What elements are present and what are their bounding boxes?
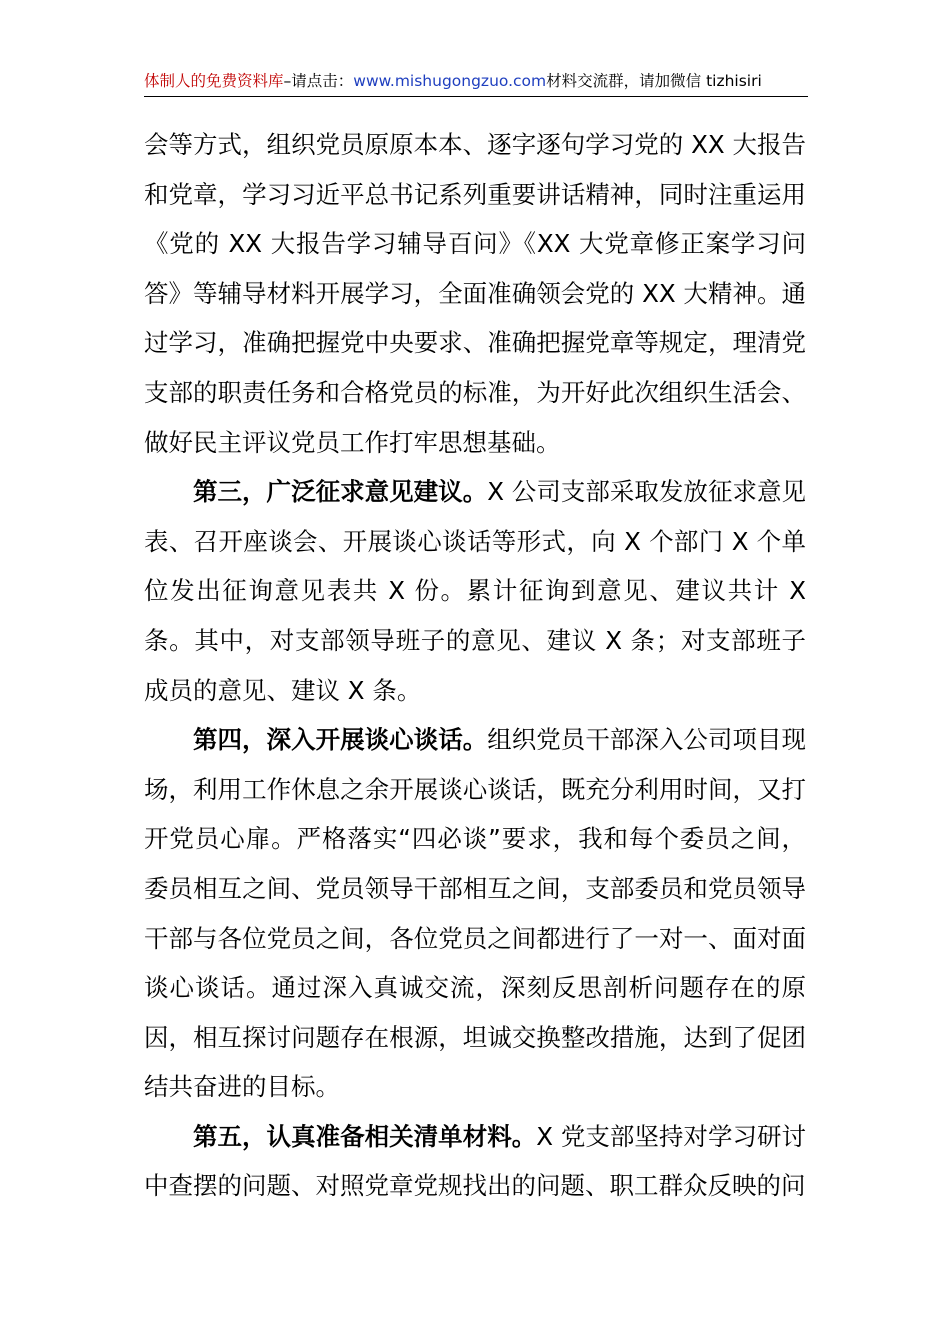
paragraph-3-lead: 第四，深入开展谈心谈话。 <box>193 725 488 755</box>
paragraph-4-lead: 第五，认真准备相关清单材料。 <box>193 1121 537 1151</box>
paragraph-3 <box>144 715 806 1112</box>
page-header <box>144 68 808 94</box>
header-prompt: –请点击： <box>283 72 354 90</box>
paragraph-2-lead: 第三，广泛征求意见建议。 <box>193 477 488 507</box>
paragraph-2 <box>144 467 806 715</box>
paragraph-1-text: 会等方式，组织党员原原本本、逐字逐句学习党的 XX 大报告和党章，学习习近平总书记系列重要讲话精神，同时注重运用《党的 XX 大报告学习辅导百问》《XX 大党章修正案学习问答》等辅导材料开展学习，全面准确领会党的 XX 大精神。通过学习，准确把握党中央要求、准确把握党章等规定，理清党支部的职责任务和合格党员的标准，为开好此次组织生活会、做好民主评议党员工作打牢思想基础。 <box>144 130 806 457</box>
paragraph-1 <box>144 120 806 467</box>
document-body <box>144 120 806 1211</box>
paragraph-4-text: X 党支部坚持对学习研讨中查摆的问题、对照党章党规找出的问题、职工群众反映的问 <box>144 1121 806 1201</box>
paragraph-3-text: 组织党员干部深入公司项目现场，利用工作休息之余开展谈心谈话，既充分利用时间，又打开党员心扉。严格落实“四必谈”要求，我和每个委员之间，委员相互之间、党员领导干部相互之间，支部委员和党员领导干部与各位党员之间，各位党员之间都进行了一对一、面对面谈心谈话。通过深入真诚交流，深刻反思剖析问题存在的原因，相互探讨问题存在根源，坦诚交换整改措施，达到了促团结共奋进的目标。 <box>144 725 806 1102</box>
paragraph-2-text: X 公司支部采取发放征求意见表、召开座谈会、开展谈心谈话等形式，向 X 个部门 X 个单位发出征询意见表共 X 份。累计征询到意见、建议共计 X 条。其中，对支部领导班子的意见、建议 X 条；对支部班子成员的意见、建议 X 条。 <box>144 477 807 705</box>
paragraph-4 <box>144 1112 806 1211</box>
header-brand: 体制人的免费资料库 <box>144 72 284 90</box>
header-wechat-note: 材料交流群，请加微信 tizhisiri <box>546 72 762 90</box>
header-website-link[interactable]: www.mishugongzuo.com <box>353 72 547 90</box>
header-divider <box>144 96 808 97</box>
